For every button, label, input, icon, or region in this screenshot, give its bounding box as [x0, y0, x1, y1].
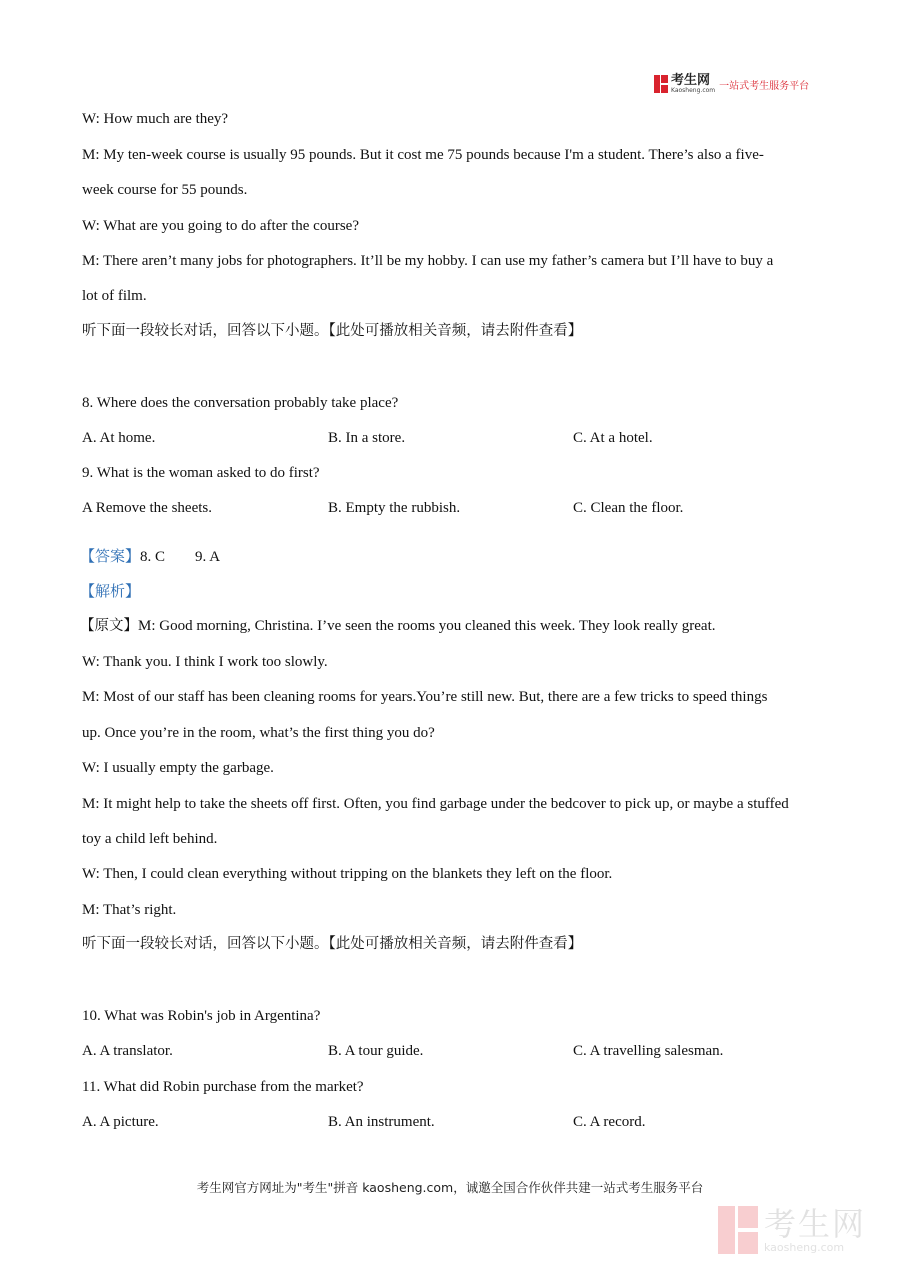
- q11-option-b: B. An instrument.: [328, 1114, 435, 1130]
- answer-tag: 【答案】: [80, 547, 141, 565]
- transcript-line: M: It might help to take the sheets off first. Often, you find garbage under the bedcover to pick up, or maybe a stuffed: [82, 796, 789, 812]
- logo-domain: Kaosheng.com: [671, 87, 716, 94]
- watermark-logo: [718, 1206, 866, 1254]
- q10-option-a: A. A translator.: [82, 1043, 173, 1059]
- dialogue-line: M: My ten-week course is usually 95 pounds. But it cost me 75 pounds because I'm a student. There’s also a five-: [82, 147, 764, 163]
- watermark-name: 考生网: [764, 1204, 867, 1243]
- dialogue-line: M: There aren’t many jobs for photographers. It’ll be my hobby. I can use my father’s camera but I’ll have to buy a: [82, 253, 774, 269]
- question-11: 11. What did Robin purchase from the market?: [82, 1079, 364, 1095]
- q10-option-b: B. A tour guide.: [328, 1043, 424, 1059]
- q11-option-a: A. A picture.: [82, 1114, 159, 1130]
- q9-option-b: B. Empty the rubbish.: [328, 500, 461, 516]
- transcript-line: M: Most of our staff has been cleaning rooms for years.You’re still new. But, there are a few tricks to speed things: [82, 689, 768, 705]
- transcript-line: W: I usually empty the garbage.: [82, 760, 274, 776]
- question-9: 9. What is the woman asked to do first?: [82, 465, 320, 481]
- q8-option-c: C. At a hotel.: [573, 430, 653, 446]
- analysis-tag: 【解析】: [80, 582, 141, 600]
- q9-option-a: A Remove the sheets.: [82, 500, 212, 516]
- watermark-domain: kaosheng.com: [764, 1240, 845, 1254]
- kaosheng-logo-icon: [654, 75, 668, 93]
- q8-option-b: B. In a store.: [328, 430, 406, 446]
- section-intro: 听下面一段较长对话，回答以下小题。【此处可播放相关音频，请去附件查看】: [82, 323, 583, 339]
- dialogue-line: W: How much are they?: [82, 111, 229, 127]
- q9-option-c: C. Clean the floor.: [573, 500, 684, 516]
- q11-option-c: C. A record.: [573, 1114, 646, 1130]
- header-slogan: 一站式考生服务平台: [719, 80, 810, 92]
- q10-option-c: C. A travelling salesman.: [573, 1043, 724, 1059]
- dialogue-line: lot of film.: [82, 288, 147, 304]
- dialogue-line: week course for 55 pounds.: [82, 182, 248, 198]
- transcript-line: up. Once you’re in the room, what’s the first thing you do?: [82, 725, 435, 741]
- transcript-line: W: Then, I could clean everything without tripping on the blankets they left on the floor.: [82, 866, 613, 882]
- watermark-logo-icon: [718, 1206, 758, 1254]
- transcript-text: M: Good morning, Christina. I’ve seen the rooms you cleaned this week. They look really great.: [138, 618, 716, 634]
- page-footer: 考生网官方网址为"考生"拼音 kaosheng.com，诚邀全国合作伙伴共建一站式考生服务平台: [196, 1180, 704, 1195]
- transcript-line: toy a child left behind.: [82, 831, 218, 847]
- dialogue-line: W: What are you going to do after the course?: [82, 218, 359, 234]
- answer-text: 8. C 9. A: [140, 549, 221, 565]
- analysis-line: [80, 581, 140, 602]
- header-logo[interactable]: [654, 73, 809, 95]
- section-intro: 听下面一段较长对话，回答以下小题。【此处可播放相关音频，请去附件查看】: [82, 936, 583, 952]
- q8-option-a: A. At home.: [82, 430, 156, 446]
- transcript-line: W: Thank you. I think I work too slowly.: [82, 654, 328, 670]
- question-10: 10. What was Robin's job in Argentina?: [82, 1008, 321, 1024]
- answer-line: [80, 546, 220, 567]
- question-8: 8. Where does the conversation probably take place?: [82, 395, 399, 411]
- transcript-tag: 【原文】: [80, 618, 138, 634]
- transcript-line: M: That’s right.: [82, 902, 177, 918]
- transcript-first-line: [80, 616, 716, 636]
- logo-name: 考生网: [671, 73, 711, 88]
